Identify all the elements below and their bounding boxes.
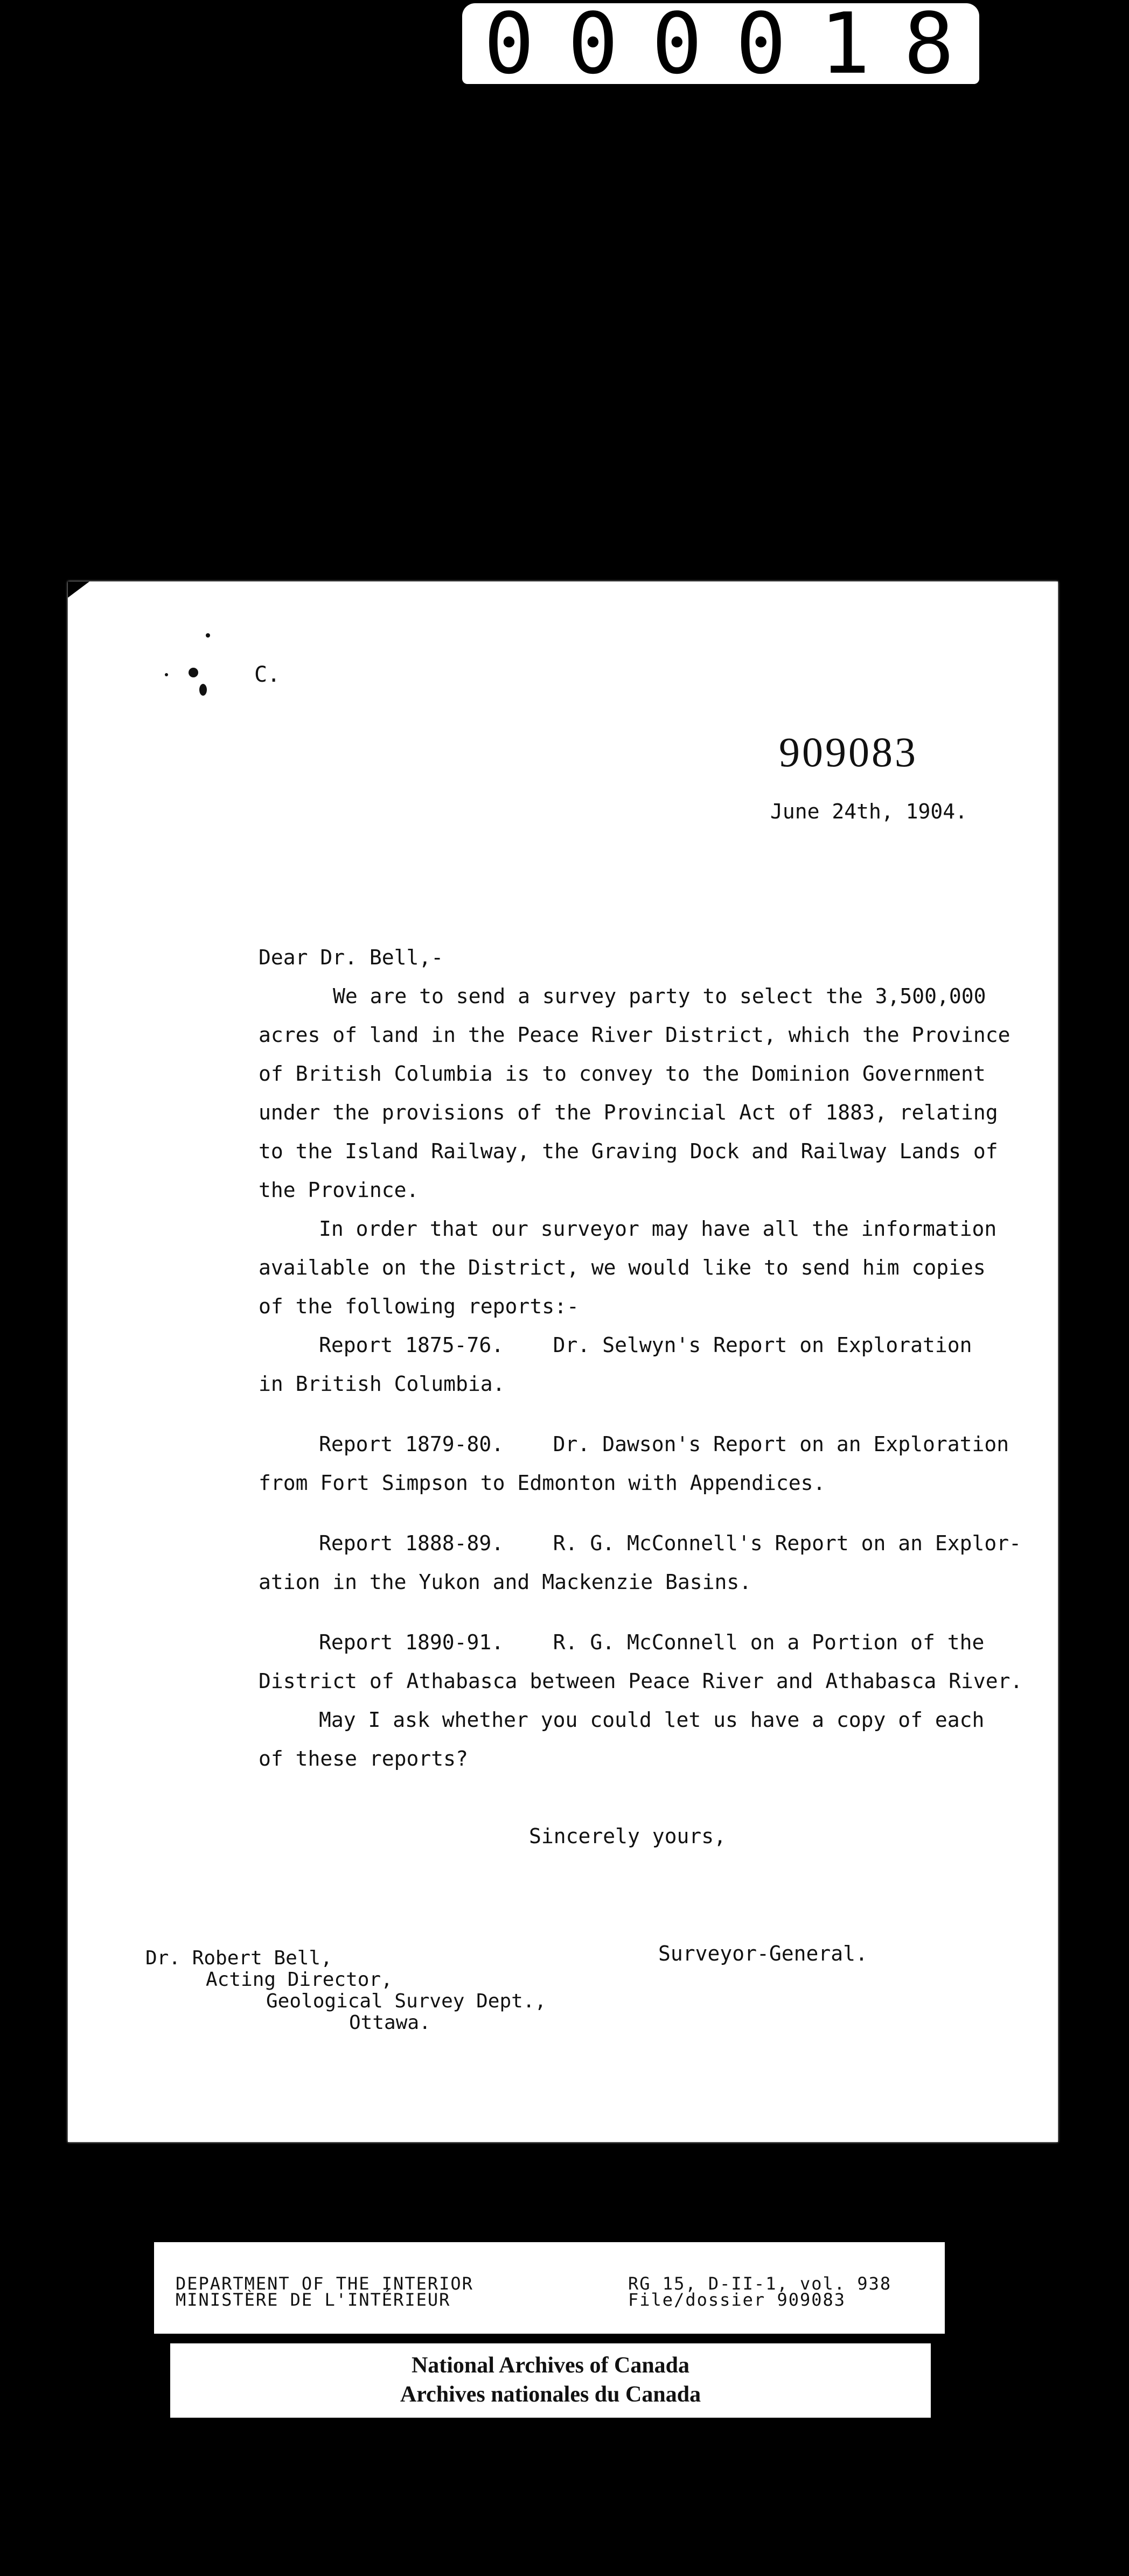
torn-corner [68, 582, 89, 598]
salutation: Dear Dr. Bell,- [259, 946, 444, 969]
report-line: from Fort Simpson to Edmonton with Appendices. [259, 1471, 826, 1495]
letter-date: June 24th, 1904. [770, 800, 968, 823]
report-line: in British Columbia. [259, 1372, 505, 1396]
body-line: under the provisions of the Provincial Act of 1883, relating [259, 1101, 998, 1124]
body-line: of British Columbia is to convey to the Dominion Government [259, 1062, 986, 1086]
initial-mark: C. [254, 662, 281, 687]
closing: Sincerely yours, [529, 1824, 727, 1848]
report-line: Report 1879-80. Dr. Dawson's Report on an Exploration [319, 1432, 1009, 1456]
ink-speck [165, 673, 168, 676]
archive-reference-label [154, 2242, 945, 2334]
frame-number-label: 000018 [462, 3, 979, 84]
body-line: available on the District, we would like to send him copies [259, 1256, 986, 1279]
file-dossier: File/dossier 909083 [628, 2290, 846, 2310]
recipient-dept: Geological Survey Dept., [266, 1990, 547, 2012]
body-line: May I ask whether you could let us have a copy of each [319, 1708, 985, 1732]
archives-label [170, 2343, 931, 2418]
dept-fr: MINISTÈRE DE L'INTÉRIEUR [176, 2290, 451, 2310]
record-group: RG 15, D-II-1, vol. 938 [628, 2273, 892, 2294]
file-number: 909083 [779, 729, 918, 775]
report-line: District of Athabasca between Peace River and Athabasca River. [259, 1669, 1023, 1693]
recipient-city: Ottawa. [349, 2012, 431, 2034]
letter-page [68, 582, 1058, 2142]
report-line: Report 1875-76. Dr. Selwyn's Report on Exploration [319, 1333, 972, 1357]
body-line: In order that our surveyor may have all the information [319, 1217, 997, 1241]
body-line: to the Island Railway, the Graving Dock and Railway Lands of [259, 1139, 998, 1163]
body-line: the Province. [259, 1178, 419, 1202]
recipient-title: Acting Director, [206, 1969, 393, 1991]
report-line: Report 1890-91. R. G. McConnell on a Portion of the [319, 1630, 985, 1654]
ink-speck [206, 633, 210, 638]
archives-name-fr: Archives nationales du Canada [400, 2382, 701, 2407]
body-line: acres of land in the Peace River District, which the Province [259, 1023, 1010, 1047]
ink-speck [189, 668, 198, 677]
body-line: of the following reports:- [259, 1294, 579, 1318]
report-line: ation in the Yukon and Mackenzie Basins. [259, 1570, 752, 1594]
body-line: of these reports? [259, 1747, 468, 1770]
signature-title: Surveyor-General. [658, 1942, 868, 1965]
ink-speck [199, 684, 207, 696]
recipient-name: Dr. Robert Bell, [145, 1947, 332, 1969]
report-line: Report 1888-89. R. G. McConnell's Report on an Explor- [319, 1531, 1022, 1555]
body-line: We are to send a survey party to select the 3,500,000 [333, 984, 986, 1008]
archives-name-en: National Archives of Canada [411, 2353, 690, 2378]
record-group-block [628, 2273, 892, 2310]
dept-en: DEPARTMENT OF THE INTERIOR [176, 2273, 473, 2294]
department-block [176, 2273, 473, 2310]
